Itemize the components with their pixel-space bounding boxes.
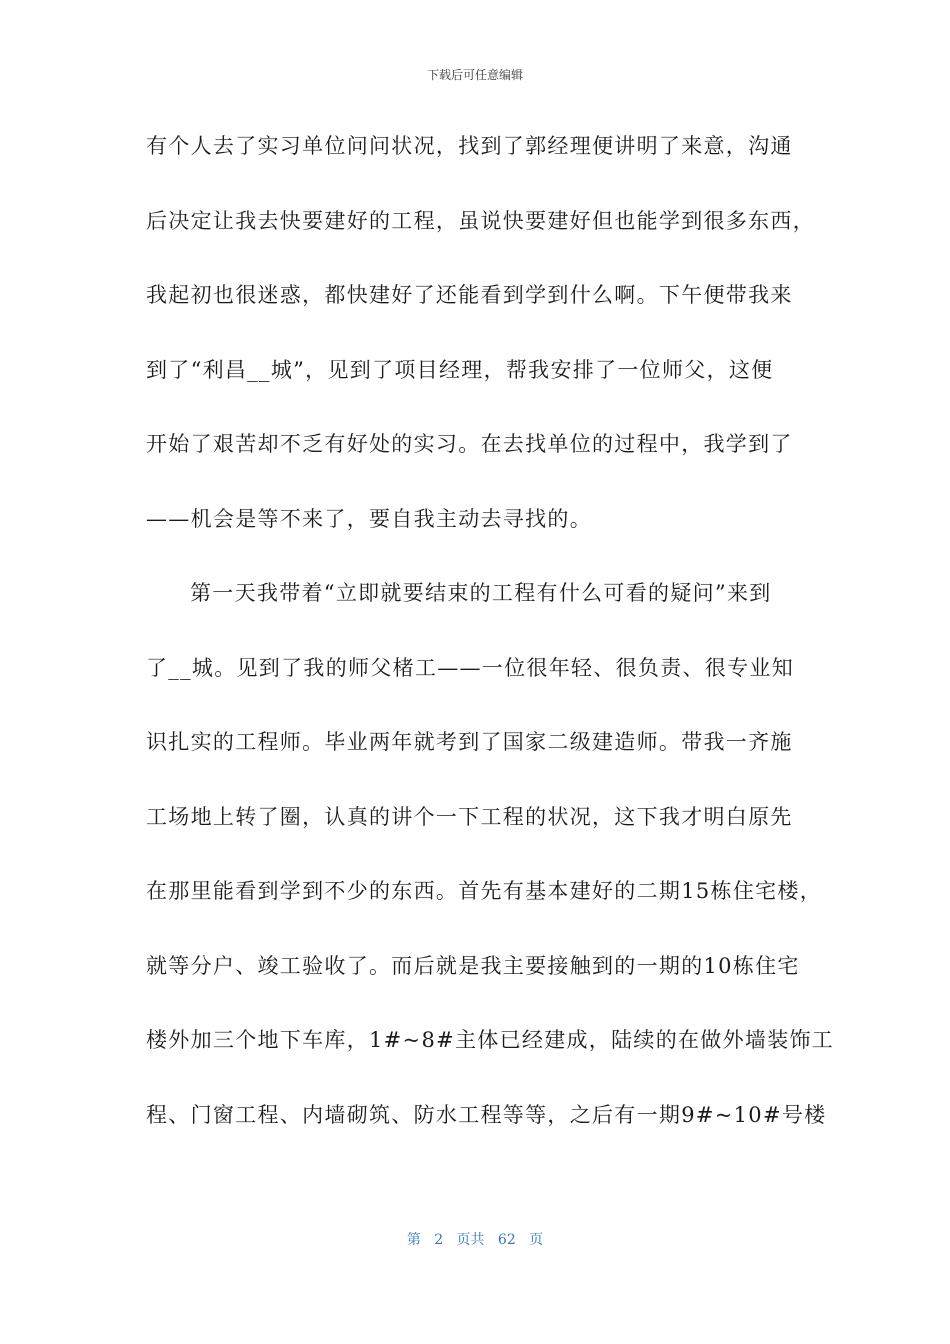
paragraph-line: 开始了艰苦却不乏有好处的实习。在去找单位的过程中，我学到了 <box>146 432 793 456</box>
paragraph-line: 程、门窗工程、内墙砌筑、防水工程等等，之后有一期9#~10#号楼 <box>146 1102 827 1127</box>
footer-middle: 页共 <box>456 1232 485 1248</box>
paragraph-line: 后决定让我去快要建好的工程，虽说快要建好但也能学到很多东西， <box>146 208 815 233</box>
paragraph-line: 楼外加三个地下车库，1#~8#主体已经建成，陆续的在做外墙装饰工 <box>146 1028 835 1052</box>
paragraph-line: 到了“利昌__城”，见到了项目经理，帮我安排了一位师父，这便 <box>146 357 774 382</box>
paragraph-line: 第一天我带着“立即就要结束的工程有什么可看的疑问”来到 <box>190 581 772 605</box>
paragraph-line: 我起初也很迷惑，都快建好了还能看到学到什么啊。下午便带我来 <box>146 283 793 307</box>
paragraph-line: 工场地上转了圈，认真的讲个一下工程的状况，这下我才明白原先 <box>146 804 793 829</box>
paragraph-line: 就等分户、竣工验收了。而后就是我主要接触到的一期的10栋住宅 <box>146 953 800 978</box>
document-body <box>146 124 835 1167</box>
paragraph-line: 了__城。见到了我的师父楮工——一位很年轻、很负责、很专业知 <box>146 655 794 680</box>
page-footer <box>0 1229 950 1249</box>
footer-suffix: 页 <box>529 1232 544 1248</box>
current-page-number: 2 <box>434 1232 444 1248</box>
total-pages: 62 <box>497 1232 516 1248</box>
paragraph-line: ——机会是等不来了，要自我主动去寻找的。 <box>146 506 592 531</box>
page-header: 下载后可任意编辑 <box>426 68 523 82</box>
paragraph-line: 识扎实的工程师。毕业两年就考到了国家二级建造师。带我一齐施 <box>146 730 793 754</box>
paragraph-line: 有个人去了实习单位问问状况，找到了郭经理便讲明了来意，沟通 <box>146 134 793 158</box>
paragraph-line: 在那里能看到学到不少的东西。首先有基本建好的二期15栋住宅楼， <box>146 879 823 903</box>
footer-prefix: 第 <box>406 1232 421 1248</box>
